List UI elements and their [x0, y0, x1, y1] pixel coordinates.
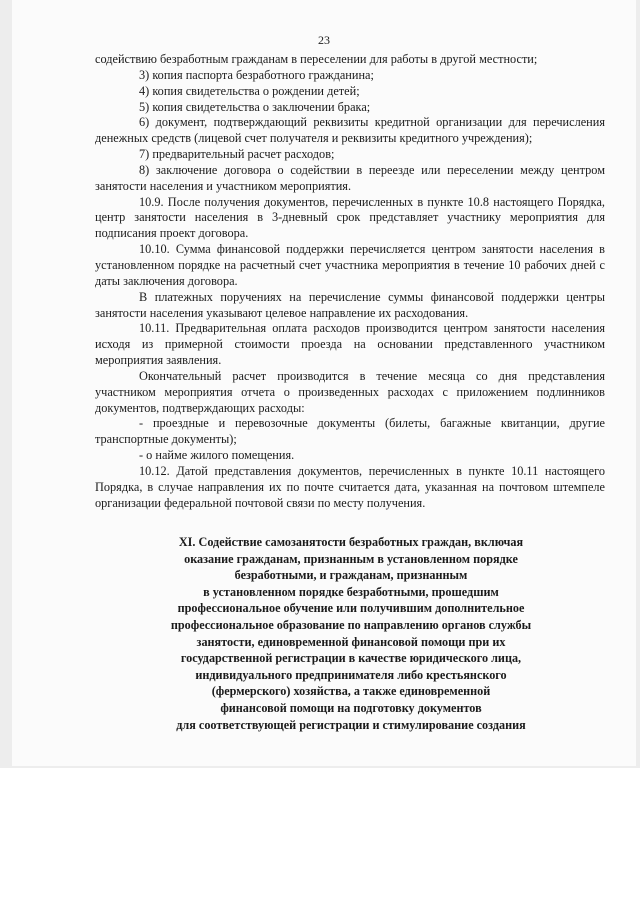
heading-line: занятости, единовременной финансовой помощи при их: [196, 634, 506, 649]
list-item-3: 3) копия паспорта безработного гражданина;: [139, 67, 374, 82]
paragraph-10-11: 10.11. Предварительная оплата расходов производится центром занятости населения исходя из примерной стоимости проезда на основании представленного участником мероприятия заявления.: [95, 321, 605, 368]
heading-line: в установленном порядке безработными, прошедшим: [203, 584, 499, 599]
page-number: 23: [318, 33, 330, 47]
heading-line: государственной регистрации в качестве юридического лица,: [180, 651, 522, 666]
body-text: [95, 52, 605, 511]
document-page: [12, 0, 636, 766]
bullet-housing: - о найме жилого помещения.: [139, 448, 295, 463]
heading-line: безработными, и гражданам, признанным: [234, 568, 468, 583]
paragraph-10-10: 10.10. Сумма финансовой поддержки перечисляется центром занятости населения в установленном порядке на расчетный счет участника мероприятия в течение 10 рабочих дней с даты заключения договора.: [95, 242, 605, 288]
paragraph-final-settlement: Окончательный расчет производится в течение месяца со дня представления участником мероприятия отчета о произведенных расходах с приложением подлинников документов, подтверждающих расходы:: [95, 368, 605, 415]
heading-line: (фермерского) хозяйства, а также единовременной: [211, 684, 491, 699]
heading-line: профессиональное обучение или получившим дополнительное: [177, 601, 525, 616]
heading-line: индивидуального предпринимателя либо крестьянского: [195, 667, 507, 682]
heading-line: финансовой помощи на подготовку документов: [220, 700, 482, 715]
section-heading: [112, 534, 590, 733]
paragraph-payment-orders: В платежных поручениях на перечисление суммы финансовой поддержки центры занятости населения указывают целевое направление их расходования.: [95, 289, 605, 320]
bullet-travel-documents: - проездные и перевозочные документы (билеты, багажные квитанции, другие транспортные документы);: [95, 416, 605, 447]
list-item-8: 8) заключение договора о содействии в переезде или переселении между центром занятости населения и участником мероприятия.: [95, 162, 605, 193]
list-item-5: 5) копия свидетельства о заключении брака;: [139, 99, 371, 114]
paragraph-10-9: 10.9. После получения документов, перечисленных в пункте 10.8 настоящего Порядка, центр занятости населения в 3-дневный срок представляет участнику мероприятия для подписания проект договора.: [95, 194, 605, 241]
list-item-7: 7) предварительный расчет расходов;: [139, 147, 335, 162]
paragraph-continuation: содействию безработным гражданам в переселении для работы в другой местности;: [95, 52, 538, 66]
heading-line: XI. Содействие самозанятости безработных граждан, включая: [178, 535, 524, 549]
paragraph-10-12: 10.12. Датой представления документов, перечисленных в пункте 10.11 настоящего Порядка, в случае направления их по почте считается дата, указанная на почтовом штемпеле организации федеральной почтовой связи по месту получения.: [95, 463, 605, 510]
list-item-6: 6) документ, подтверждающий реквизиты кредитной организации для перечисления денежных средств (лицевой счет получателя и реквизиты кредитного учреждения);: [95, 115, 605, 146]
list-item-4: 4) копия свидетельства о рождении детей;: [139, 83, 360, 98]
heading-line: для соответствующей регистрации и стимулирование создания: [176, 717, 526, 732]
heading-line: оказание гражданам, признанным в установленном порядке: [184, 551, 518, 566]
heading-line: профессиональное образование по направлению органов службы: [170, 617, 532, 632]
